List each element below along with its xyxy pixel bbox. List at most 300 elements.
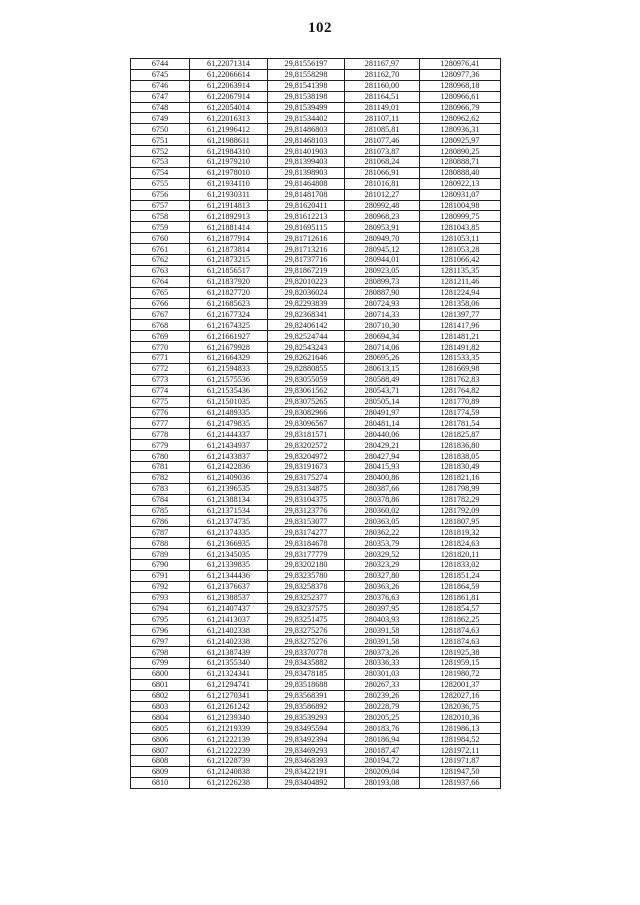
table-row — [131, 461, 501, 472]
latitude-cell: 61,21402338 — [190, 636, 268, 647]
x-coordinate-cell: 280397,95 — [345, 603, 420, 614]
point-number-cell: 6768 — [131, 320, 190, 331]
latitude-cell: 61,21240838 — [190, 766, 268, 777]
x-coordinate-cell: 280710,30 — [345, 320, 420, 331]
latitude-cell: 61,21222239 — [190, 745, 268, 756]
latitude-cell: 61,21407437 — [190, 603, 268, 614]
y-coordinate-cell: 1282027,16 — [420, 690, 501, 701]
latitude-cell: 61,21413037 — [190, 614, 268, 625]
latitude-cell: 61,21664329 — [190, 353, 268, 364]
point-number-cell: 6809 — [131, 766, 190, 777]
point-number-cell: 6784 — [131, 494, 190, 505]
table-row — [131, 309, 501, 320]
latitude-cell: 61,21594833 — [190, 363, 268, 374]
y-coordinate-cell: 1280888,71 — [420, 157, 501, 168]
table-row — [131, 320, 501, 331]
y-coordinate-cell: 1281135,35 — [420, 265, 501, 276]
table-row — [131, 603, 501, 614]
y-coordinate-cell: 1280936,31 — [420, 124, 501, 135]
longitude-cell: 29,83096567 — [268, 418, 345, 429]
table-row — [131, 59, 501, 70]
point-number-cell: 6755 — [131, 178, 190, 189]
table-row — [131, 69, 501, 80]
y-coordinate-cell: 1281836,80 — [420, 440, 501, 451]
latitude-cell: 61,21355340 — [190, 657, 268, 668]
point-number-cell: 6746 — [131, 80, 190, 91]
y-coordinate-cell: 1281782,29 — [420, 494, 501, 505]
point-number-cell: 6759 — [131, 222, 190, 233]
point-number-cell: 6776 — [131, 407, 190, 418]
point-number-cell: 6801 — [131, 679, 190, 690]
latitude-cell: 61,21685623 — [190, 298, 268, 309]
x-coordinate-cell: 281149,01 — [345, 102, 420, 113]
x-coordinate-cell: 280695,26 — [345, 353, 420, 364]
latitude-cell: 61,22067914 — [190, 91, 268, 102]
table-row — [131, 189, 501, 200]
x-coordinate-cell: 280373,26 — [345, 647, 420, 658]
y-coordinate-cell: 1281792,09 — [420, 505, 501, 516]
y-coordinate-cell: 1281774,59 — [420, 407, 501, 418]
x-coordinate-cell: 280588,49 — [345, 374, 420, 385]
y-coordinate-cell: 1281864,59 — [420, 581, 501, 592]
longitude-cell: 29,83492394 — [268, 734, 345, 745]
x-coordinate-cell: 280403,93 — [345, 614, 420, 625]
table-row — [131, 679, 501, 690]
latitude-cell: 61,21261242 — [190, 701, 268, 712]
table-row — [131, 287, 501, 298]
y-coordinate-cell: 1281533,35 — [420, 353, 501, 364]
latitude-cell: 61,21228739 — [190, 756, 268, 767]
point-number-cell: 6807 — [131, 745, 190, 756]
longitude-cell: 29,81401903 — [268, 146, 345, 157]
table-row — [131, 690, 501, 701]
longitude-cell: 29,81399403 — [268, 157, 345, 168]
x-coordinate-cell: 280968,23 — [345, 211, 420, 222]
longitude-cell: 29,83586892 — [268, 701, 345, 712]
x-coordinate-cell: 281107,11 — [345, 113, 420, 124]
x-coordinate-cell: 280945,12 — [345, 244, 420, 255]
table-row — [131, 625, 501, 636]
point-number-cell: 6793 — [131, 592, 190, 603]
point-number-cell: 6783 — [131, 483, 190, 494]
longitude-cell: 29,83082966 — [268, 407, 345, 418]
latitude-cell: 61,21873814 — [190, 244, 268, 255]
latitude-cell: 61,21371534 — [190, 505, 268, 516]
x-coordinate-cell: 280228,79 — [345, 701, 420, 712]
y-coordinate-cell: 1281417,96 — [420, 320, 501, 331]
point-number-cell: 6774 — [131, 385, 190, 396]
latitude-cell: 61,21996412 — [190, 124, 268, 135]
table-row — [131, 233, 501, 244]
table-row — [131, 276, 501, 287]
coordinates-table — [130, 58, 501, 789]
table-row — [131, 657, 501, 668]
x-coordinate-cell: 280301,03 — [345, 668, 420, 679]
longitude-cell: 29,81486803 — [268, 124, 345, 135]
y-coordinate-cell: 1281053,11 — [420, 233, 501, 244]
table-row — [131, 418, 501, 429]
longitude-cell: 29,81481708 — [268, 189, 345, 200]
y-coordinate-cell: 1281986,13 — [420, 723, 501, 734]
point-number-cell: 6795 — [131, 614, 190, 625]
x-coordinate-cell: 280194,72 — [345, 756, 420, 767]
x-coordinate-cell: 281085,81 — [345, 124, 420, 135]
point-number-cell: 6782 — [131, 472, 190, 483]
latitude-cell: 61,21222139 — [190, 734, 268, 745]
table-row — [131, 592, 501, 603]
latitude-cell: 61,21239340 — [190, 712, 268, 723]
x-coordinate-cell: 280992,48 — [345, 200, 420, 211]
y-coordinate-cell: 1280966,79 — [420, 102, 501, 113]
longitude-cell: 29,83495594 — [268, 723, 345, 734]
x-coordinate-cell: 280481,14 — [345, 418, 420, 429]
point-number-cell: 6804 — [131, 712, 190, 723]
longitude-cell: 29,81695115 — [268, 222, 345, 233]
latitude-cell: 61,21409036 — [190, 472, 268, 483]
y-coordinate-cell: 1280999,75 — [420, 211, 501, 222]
latitude-cell: 61,21881414 — [190, 222, 268, 233]
table-row — [131, 396, 501, 407]
point-number-cell: 6749 — [131, 113, 190, 124]
point-number-cell: 6785 — [131, 505, 190, 516]
latitude-cell: 61,21294741 — [190, 679, 268, 690]
point-number-cell: 6780 — [131, 451, 190, 462]
longitude-cell: 29,81534402 — [268, 113, 345, 124]
point-number-cell: 6786 — [131, 516, 190, 527]
longitude-cell: 29,81541398 — [268, 80, 345, 91]
y-coordinate-cell: 1281807,95 — [420, 516, 501, 527]
latitude-cell: 61,21661927 — [190, 331, 268, 342]
longitude-cell: 29,83123776 — [268, 505, 345, 516]
table-row — [131, 135, 501, 146]
x-coordinate-cell: 280543,71 — [345, 385, 420, 396]
longitude-cell: 29,81556197 — [268, 59, 345, 70]
longitude-cell: 29,81713216 — [268, 244, 345, 255]
table-row — [131, 353, 501, 364]
y-coordinate-cell: 1280888,40 — [420, 167, 501, 178]
x-coordinate-cell: 280440,06 — [345, 429, 420, 440]
table-row — [131, 777, 501, 788]
longitude-cell: 29,83251475 — [268, 614, 345, 625]
longitude-cell: 29,83252377 — [268, 592, 345, 603]
latitude-cell: 61,21679928 — [190, 342, 268, 353]
x-coordinate-cell: 280363,26 — [345, 581, 420, 592]
x-coordinate-cell: 281160,00 — [345, 80, 420, 91]
longitude-cell: 29,81539499 — [268, 102, 345, 113]
x-coordinate-cell: 280186,94 — [345, 734, 420, 745]
point-number-cell: 6808 — [131, 756, 190, 767]
x-coordinate-cell: 280899,73 — [345, 276, 420, 287]
point-number-cell: 6769 — [131, 331, 190, 342]
x-coordinate-cell: 280613,15 — [345, 363, 420, 374]
y-coordinate-cell: 1281959,15 — [420, 657, 501, 668]
table-row — [131, 745, 501, 756]
longitude-cell: 29,81712616 — [268, 233, 345, 244]
point-number-cell: 6751 — [131, 135, 190, 146]
table-row — [131, 255, 501, 266]
longitude-cell: 29,82524744 — [268, 331, 345, 342]
y-coordinate-cell: 1281781,54 — [420, 418, 501, 429]
point-number-cell: 6775 — [131, 396, 190, 407]
point-number-cell: 6748 — [131, 102, 190, 113]
point-number-cell: 6773 — [131, 374, 190, 385]
table-row — [131, 756, 501, 767]
point-number-cell: 6798 — [131, 647, 190, 658]
longitude-cell: 29,82621646 — [268, 353, 345, 364]
longitude-cell: 29,81398903 — [268, 167, 345, 178]
latitude-cell: 61,21979210 — [190, 157, 268, 168]
y-coordinate-cell: 1281980,72 — [420, 668, 501, 679]
x-coordinate-cell: 280953,91 — [345, 222, 420, 233]
point-number-cell: 6766 — [131, 298, 190, 309]
x-coordinate-cell: 280714,33 — [345, 309, 420, 320]
longitude-cell: 29,81737716 — [268, 255, 345, 266]
latitude-cell: 61,21387439 — [190, 647, 268, 658]
y-coordinate-cell: 1281053,28 — [420, 244, 501, 255]
y-coordinate-cell: 1282036,75 — [420, 701, 501, 712]
y-coordinate-cell: 1281066,42 — [420, 255, 501, 266]
x-coordinate-cell: 281162,70 — [345, 69, 420, 80]
point-number-cell: 6765 — [131, 287, 190, 298]
longitude-cell: 29,83568391 — [268, 690, 345, 701]
x-coordinate-cell: 280887,90 — [345, 287, 420, 298]
table-row — [131, 331, 501, 342]
x-coordinate-cell: 280415,93 — [345, 461, 420, 472]
longitude-cell: 29,83175274 — [268, 472, 345, 483]
y-coordinate-cell: 1281669,98 — [420, 363, 501, 374]
y-coordinate-cell: 1281874,63 — [420, 625, 501, 636]
table-row — [131, 167, 501, 178]
latitude-cell: 61,21978010 — [190, 167, 268, 178]
table-row — [131, 712, 501, 723]
y-coordinate-cell: 1281358,06 — [420, 298, 501, 309]
point-number-cell: 6779 — [131, 440, 190, 451]
table-row — [131, 342, 501, 353]
point-number-cell: 6788 — [131, 538, 190, 549]
x-coordinate-cell: 280329,52 — [345, 549, 420, 560]
table-row — [131, 222, 501, 233]
x-coordinate-cell: 281068,24 — [345, 157, 420, 168]
x-coordinate-cell: 280714,06 — [345, 342, 420, 353]
latitude-cell: 61,21677324 — [190, 309, 268, 320]
longitude-cell: 29,82036024 — [268, 287, 345, 298]
longitude-cell: 29,82406142 — [268, 320, 345, 331]
y-coordinate-cell: 1281824,63 — [420, 538, 501, 549]
y-coordinate-cell: 1281947,50 — [420, 766, 501, 777]
latitude-cell: 61,21856517 — [190, 265, 268, 276]
longitude-cell: 29,83275276 — [268, 636, 345, 647]
y-coordinate-cell: 1281798,99 — [420, 483, 501, 494]
longitude-cell: 29,83055059 — [268, 374, 345, 385]
y-coordinate-cell: 1280922,13 — [420, 178, 501, 189]
table-row — [131, 407, 501, 418]
latitude-cell: 61,21930311 — [190, 189, 268, 200]
x-coordinate-cell: 280391,58 — [345, 625, 420, 636]
y-coordinate-cell: 1281491,82 — [420, 342, 501, 353]
point-number-cell: 6744 — [131, 59, 190, 70]
table-row — [131, 701, 501, 712]
x-coordinate-cell: 281016,81 — [345, 178, 420, 189]
point-number-cell: 6760 — [131, 233, 190, 244]
table-row — [131, 244, 501, 255]
table-row — [131, 363, 501, 374]
latitude-cell: 61,21366935 — [190, 538, 268, 549]
table-row — [131, 91, 501, 102]
point-number-cell: 6754 — [131, 167, 190, 178]
y-coordinate-cell: 1280890,25 — [420, 146, 501, 157]
latitude-cell: 61,21402338 — [190, 625, 268, 636]
x-coordinate-cell: 280391,58 — [345, 636, 420, 647]
point-number-cell: 6803 — [131, 701, 190, 712]
x-coordinate-cell: 280183,76 — [345, 723, 420, 734]
latitude-cell: 61,21873215 — [190, 255, 268, 266]
x-coordinate-cell: 281066,91 — [345, 167, 420, 178]
table-row — [131, 472, 501, 483]
y-coordinate-cell: 1281854,57 — [420, 603, 501, 614]
latitude-cell: 61,21988611 — [190, 135, 268, 146]
latitude-cell: 61,21219339 — [190, 723, 268, 734]
table-row — [131, 723, 501, 734]
y-coordinate-cell: 1280962,62 — [420, 113, 501, 124]
table-row — [131, 483, 501, 494]
longitude-cell: 29,83237575 — [268, 603, 345, 614]
table-row — [131, 538, 501, 549]
y-coordinate-cell: 1281925,38 — [420, 647, 501, 658]
longitude-cell: 29,83539293 — [268, 712, 345, 723]
point-number-cell: 6756 — [131, 189, 190, 200]
latitude-cell: 61,22071314 — [190, 59, 268, 70]
longitude-cell: 29,83404892 — [268, 777, 345, 788]
point-number-cell: 6778 — [131, 429, 190, 440]
latitude-cell: 61,21339835 — [190, 559, 268, 570]
table-row — [131, 385, 501, 396]
x-coordinate-cell: 280378,86 — [345, 494, 420, 505]
point-number-cell: 6790 — [131, 559, 190, 570]
latitude-cell: 61,21674325 — [190, 320, 268, 331]
longitude-cell: 29,82368341 — [268, 309, 345, 320]
longitude-cell: 29,83478185 — [268, 668, 345, 679]
latitude-cell: 61,21984310 — [190, 146, 268, 157]
x-coordinate-cell: 280205,25 — [345, 712, 420, 723]
point-number-cell: 6772 — [131, 363, 190, 374]
point-number-cell: 6764 — [131, 276, 190, 287]
point-number-cell: 6796 — [131, 625, 190, 636]
point-number-cell: 6797 — [131, 636, 190, 647]
longitude-cell: 29,83518688 — [268, 679, 345, 690]
x-coordinate-cell: 280353,79 — [345, 538, 420, 549]
point-number-cell: 6792 — [131, 581, 190, 592]
latitude-cell: 61,21501035 — [190, 396, 268, 407]
x-coordinate-cell: 280239,26 — [345, 690, 420, 701]
longitude-cell: 29,83134875 — [268, 483, 345, 494]
latitude-cell: 61,21479835 — [190, 418, 268, 429]
longitude-cell: 29,81558298 — [268, 69, 345, 80]
latitude-cell: 61,21226238 — [190, 777, 268, 788]
x-coordinate-cell: 280267,33 — [345, 679, 420, 690]
point-number-cell: 6762 — [131, 255, 190, 266]
x-coordinate-cell: 280387,66 — [345, 483, 420, 494]
longitude-cell: 29,81468103 — [268, 135, 345, 146]
table-row — [131, 527, 501, 538]
point-number-cell: 6758 — [131, 211, 190, 222]
table-row — [131, 113, 501, 124]
y-coordinate-cell: 1281762,83 — [420, 374, 501, 385]
longitude-cell: 29,83061562 — [268, 385, 345, 396]
point-number-cell: 6753 — [131, 157, 190, 168]
x-coordinate-cell: 280944,01 — [345, 255, 420, 266]
point-number-cell: 6752 — [131, 146, 190, 157]
page-number: 102 — [308, 20, 332, 36]
table-row — [131, 80, 501, 91]
longitude-cell: 29,83104375 — [268, 494, 345, 505]
x-coordinate-cell: 280724,93 — [345, 298, 420, 309]
longitude-cell: 29,83174277 — [268, 527, 345, 538]
table-row — [131, 766, 501, 777]
coordinates-table-container — [130, 58, 500, 789]
point-number-cell: 6771 — [131, 353, 190, 364]
longitude-cell: 29,83202572 — [268, 440, 345, 451]
y-coordinate-cell: 1280931,07 — [420, 189, 501, 200]
table-row — [131, 178, 501, 189]
x-coordinate-cell: 280209,04 — [345, 766, 420, 777]
y-coordinate-cell: 1281770,89 — [420, 396, 501, 407]
latitude-cell: 61,22054014 — [190, 102, 268, 113]
longitude-cell: 29,81464808 — [268, 178, 345, 189]
latitude-cell: 61,21444337 — [190, 429, 268, 440]
point-number-cell: 6781 — [131, 461, 190, 472]
longitude-cell: 29,82293839 — [268, 298, 345, 309]
x-coordinate-cell: 280327,80 — [345, 570, 420, 581]
y-coordinate-cell: 1281937,66 — [420, 777, 501, 788]
latitude-cell: 61,21376637 — [190, 581, 268, 592]
table-row — [131, 157, 501, 168]
x-coordinate-cell: 281164,51 — [345, 91, 420, 102]
table-row — [131, 429, 501, 440]
longitude-cell: 29,83204972 — [268, 451, 345, 462]
table-row — [131, 668, 501, 679]
table-row — [131, 298, 501, 309]
point-number-cell: 6805 — [131, 723, 190, 734]
latitude-cell: 61,21892913 — [190, 211, 268, 222]
y-coordinate-cell: 1281821,16 — [420, 472, 501, 483]
table-row — [131, 581, 501, 592]
point-number-cell: 6794 — [131, 603, 190, 614]
latitude-cell: 61,21396535 — [190, 483, 268, 494]
longitude-cell: 29,83258378 — [268, 581, 345, 592]
point-number-cell: 6789 — [131, 549, 190, 560]
y-coordinate-cell: 1281043,85 — [420, 222, 501, 233]
y-coordinate-cell: 1281004,98 — [420, 200, 501, 211]
y-coordinate-cell: 1281861,81 — [420, 592, 501, 603]
longitude-cell: 29,83181571 — [268, 429, 345, 440]
longitude-cell: 29,83184678 — [268, 538, 345, 549]
y-coordinate-cell: 1281819,32 — [420, 527, 501, 538]
latitude-cell: 61,21837920 — [190, 276, 268, 287]
x-coordinate-cell: 280363,05 — [345, 516, 420, 527]
table-row — [131, 124, 501, 135]
y-coordinate-cell: 1281825,87 — [420, 429, 501, 440]
longitude-cell: 29,83235780 — [268, 570, 345, 581]
x-coordinate-cell: 281077,46 — [345, 135, 420, 146]
point-number-cell: 6761 — [131, 244, 190, 255]
latitude-cell: 61,21433837 — [190, 451, 268, 462]
table-row — [131, 200, 501, 211]
point-number-cell: 6800 — [131, 668, 190, 679]
latitude-cell: 61,21374335 — [190, 527, 268, 538]
latitude-cell: 61,21324341 — [190, 668, 268, 679]
y-coordinate-cell: 1281851,24 — [420, 570, 501, 581]
latitude-cell: 61,22016313 — [190, 113, 268, 124]
